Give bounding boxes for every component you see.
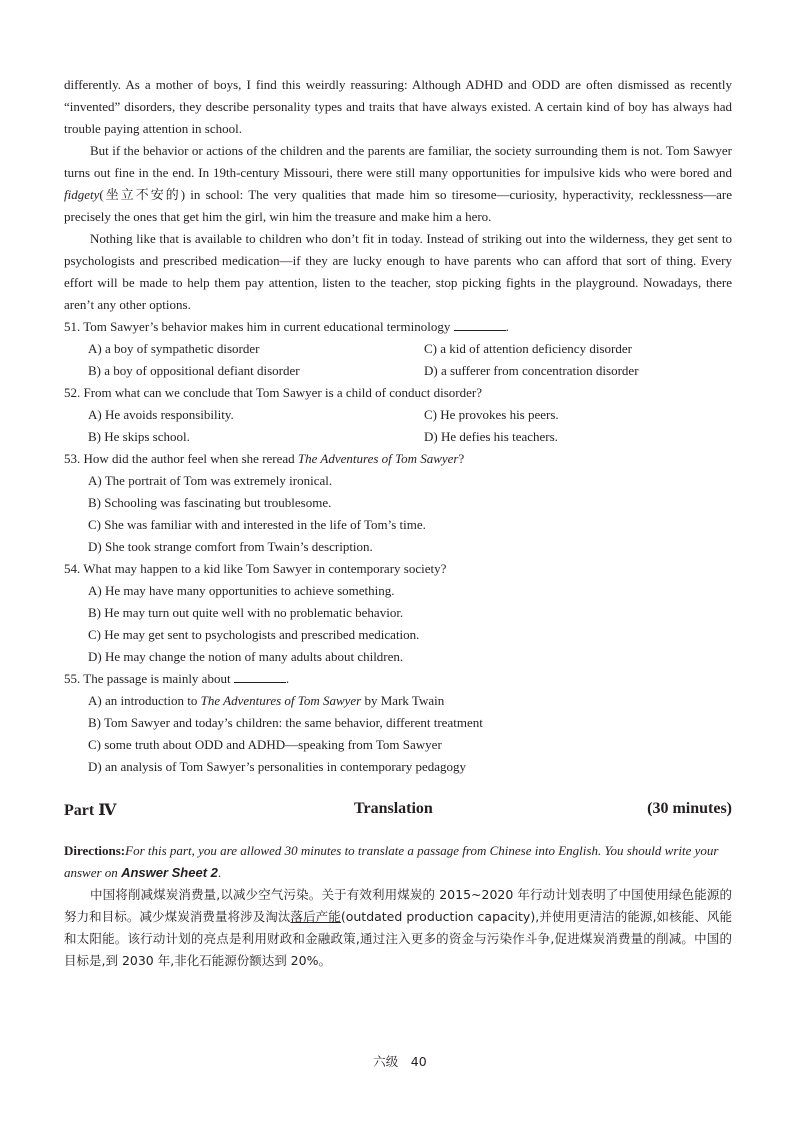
q55-a-book-title: The Adventures of Tom Sawyer	[200, 693, 362, 708]
cn-underlined-term: 落后产能	[290, 909, 341, 924]
part-label: Part Ⅳ	[64, 802, 117, 819]
q52-option-b: B) He skips school.	[88, 429, 190, 444]
q53-book-title: The Adventures of Tom Sawyer	[297, 451, 459, 466]
question-51-stem	[64, 316, 732, 338]
question-51	[64, 316, 732, 382]
q51-option-a: A) a boy of sympathetic disorder	[88, 341, 260, 356]
q55-option-c: C) some truth about ODD and ADHD—speaking from Tom Sawyer	[88, 737, 442, 752]
q53-option-c: C) She was familiar with and interested in the life of Tom’s time.	[88, 517, 426, 532]
p2-text-b: (坐立不安的) in school: The very qualities that made him so tiresome—curiosity, hyperactivity, recklessness—are precisely the ones that get him the girl, win him the treasure and make him a hero.	[64, 187, 732, 224]
p2-fidgety-word: fidgety	[64, 187, 100, 202]
q55-option-a	[88, 690, 732, 712]
question-52	[64, 382, 732, 448]
q53-stem-text: 53. How did the author feel when she reread	[64, 451, 298, 466]
p2-text-a: But if the behavior or actions of the children and the parents are familiar, the society surrounding them is not. Tom Sawyer turns out fine in the end. In 19th-century Missouri, there were still many opportunities for impulsive kids who were bored and	[64, 143, 732, 180]
q55-blank	[234, 670, 286, 683]
cn-text-b: (outdated production capacity),并使用更清洁的能源,如核能、风能和太阳能。该行动计划的亮点是利用财政和金融政策,通过注入更多的资金与污染作斗争,促进煤炭消费量的削减。中国的目标是,到 2030 年,非化石能源份额达到 20%。	[64, 909, 732, 968]
question-55-stem	[64, 668, 732, 690]
passage-paragraph-3: Nothing like that is available to children who don’t fit in today. Instead of striking out into the wilderness, they get sent to psychologists and prescribed medication—if they are lucky enough to have parents who can afford that sort of thing. Every effort will be made to help them pay attention, listen to the teacher, stop picking fights in the playground. Nowadays, there aren’t any other options.	[64, 231, 732, 312]
q53-option-d: D) She took strange comfort from Twain’s description.	[88, 539, 373, 554]
page-footer: 六级 40	[373, 1054, 427, 1069]
cn-text-a: 中国将削减煤炭消费量,以减少空气污染。关于有效利用煤炭的 2015~2020 年行动计划表明了中国使用绿色能源的努力和目标。减少煤炭消费量将涉及淘汰	[64, 887, 732, 924]
q54-option-a: A) He may have many opportunities to achieve something.	[88, 583, 395, 598]
part-4-header	[64, 800, 732, 824]
q51-option-b: B) a boy of oppositional defiant disorder	[88, 363, 300, 378]
q52-option-d: D) He defies his teachers.	[424, 429, 558, 444]
q54-option-b: B) He may turn out quite well with no problematic behavior.	[88, 605, 404, 620]
passage-paragraph-1: differently. As a mother of boys, I find this weirdly reassuring: Although ADHD and ODD are often dismissed as recently “invented” disorders, they describe personality types and traits that have always existed. A certain kind of boy has always had trouble paying attention in school.	[64, 77, 732, 136]
question-52-stem: 52. From what can we conclude that Tom Sawyer is a child of conduct disorder?	[64, 385, 482, 400]
q55-stem-text: 55. The passage is mainly about	[64, 671, 231, 686]
reading-passage-section	[64, 74, 732, 778]
q51-blank	[454, 318, 506, 331]
q54-option-d: D) He may change the notion of many adults about children.	[88, 649, 404, 664]
q53-stem-end: ?	[458, 451, 465, 466]
part-time: (30 minutes)	[647, 800, 732, 817]
question-53-stem	[64, 448, 732, 470]
question-55	[64, 668, 732, 778]
q52-option-c: C) He provokes his peers.	[424, 407, 559, 422]
part-title: Translation	[354, 800, 433, 817]
directions-end: .	[217, 865, 222, 880]
directions	[64, 840, 732, 884]
q54-option-c: C) He may get sent to psychologists and prescribed medication.	[88, 627, 420, 642]
directions-label: Directions:	[64, 843, 126, 858]
q51-option-c: C) a kid of attention deficiency disorder	[424, 341, 632, 356]
question-54	[64, 558, 732, 668]
chinese-translation-passage	[64, 884, 732, 972]
q53-option-a: A) The portrait of Tom was extremely ironical.	[88, 473, 333, 488]
q55-option-b: B) Tom Sawyer and today’s children: the same behavior, different treatment	[88, 715, 483, 730]
question-53	[64, 448, 732, 558]
q55-a-author: by Mark Twain	[361, 693, 445, 708]
q55-a-text: A) an introduction to	[88, 693, 201, 708]
q55-stem-end: .	[285, 671, 290, 686]
question-54-stem: 54. What may happen to a kid like Tom Sawyer in contemporary society?	[64, 561, 447, 576]
passage-paragraph-2	[64, 140, 732, 228]
answer-sheet-label: Answer Sheet 2	[121, 865, 218, 880]
q53-option-b: B) Schooling was fascinating but troublesome.	[88, 495, 332, 510]
directions-text: For this part, you are allowed 30 minutes to translate a passage from Chinese into English. You should write your answer on	[64, 843, 719, 880]
q51-stem-text: 51. Tom Sawyer’s behavior makes him in current educational terminology	[64, 319, 451, 334]
q51-stem-end: .	[505, 319, 509, 334]
q51-option-d: D) a sufferer from concentration disorder	[424, 363, 639, 378]
q55-option-d: D) an analysis of Tom Sawyer’s personalities in contemporary pedagogy	[88, 759, 467, 774]
q52-option-a: A) He avoids responsibility.	[88, 407, 234, 422]
